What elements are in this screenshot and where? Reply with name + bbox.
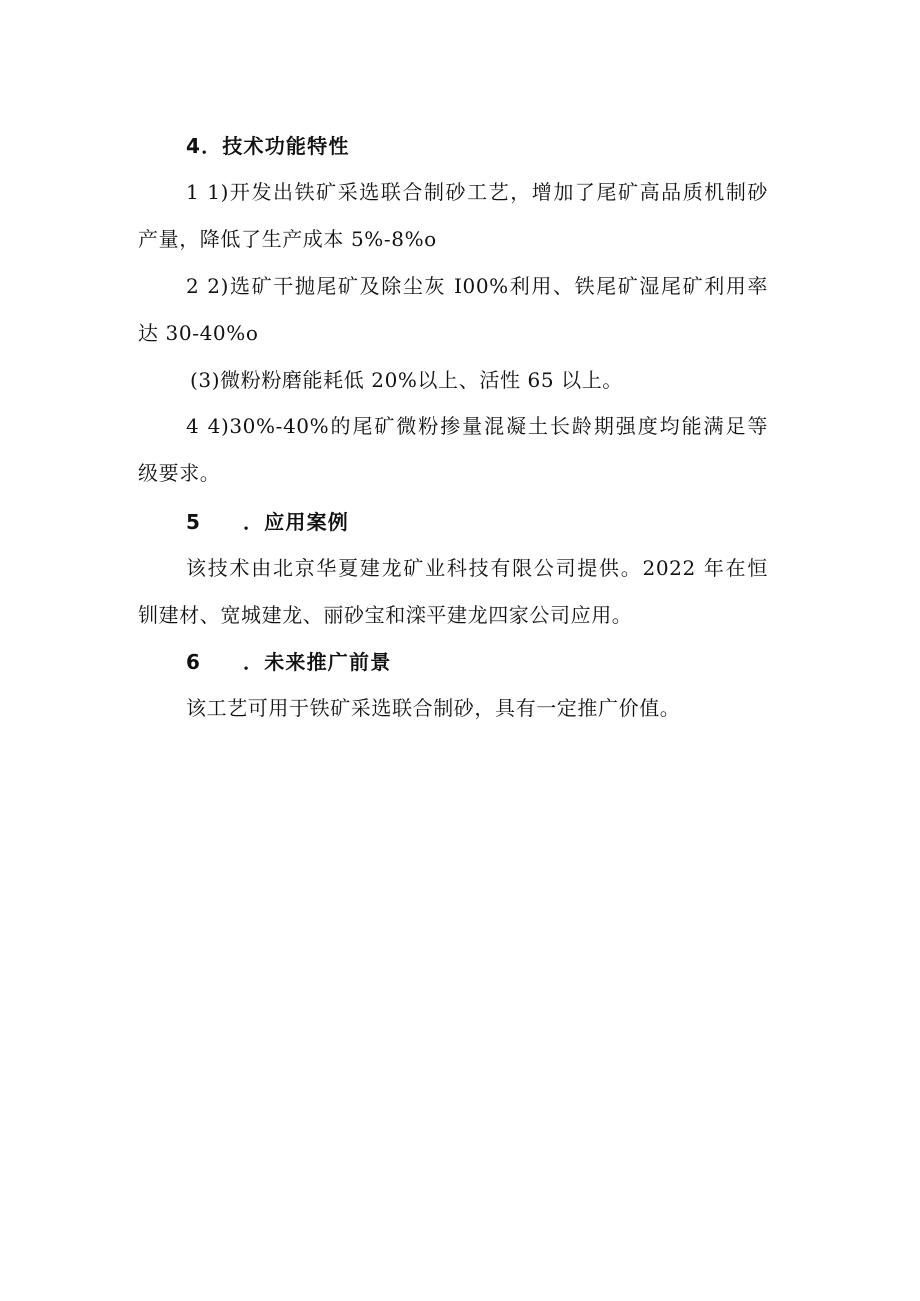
section-4-heading: 4．技术功能特性 [186, 134, 350, 158]
section-5-heading-number: 5 [186, 510, 202, 534]
section-5-heading-text: ．应用案例 [243, 510, 349, 534]
section-4-item-3-line-1: (3)微粉粉磨能耗低 20%以上、活性 65 以上。 [190, 368, 623, 392]
section-4-item-1-line-1: 1 1)开发出铁矿采选联合制砂工艺，增加了尾矿高品质机制砂 [186, 180, 768, 204]
section-4-item-2-line-1: 2 2)选矿干抛尾矿及除尘灰 I00%利用、铁尾矿湿尾矿利用率 [186, 274, 768, 298]
section-5-paragraph-line-1: 该技术由北京华夏建龙矿业科技有限公司提供。2022 年在恒 [186, 556, 768, 580]
section-5-paragraph-line-2: 钏建材、宽城建龙、丽砂宝和滦平建龙四家公司应用。 [138, 603, 633, 627]
section-4-item-2-line-2: 达 30-40%o [138, 321, 259, 345]
section-6-heading-text: ．未来推广前景 [243, 650, 392, 674]
section-4-item-1-line-2: 产量，降低了生产成本 5%-8%o [138, 227, 437, 251]
section-4-item-4-line-1: 4 4)30%-40%的尾矿微粉掺量混凝土长龄期强度均能满足等 [186, 414, 768, 438]
section-6-paragraph-line-1: 该工艺可用于铁矿采选联合制砂，具有一定推广价值。 [186, 696, 681, 720]
section-6-heading-number: 6 [186, 650, 202, 674]
section-4-item-4-line-2: 级要求。 [138, 461, 221, 485]
